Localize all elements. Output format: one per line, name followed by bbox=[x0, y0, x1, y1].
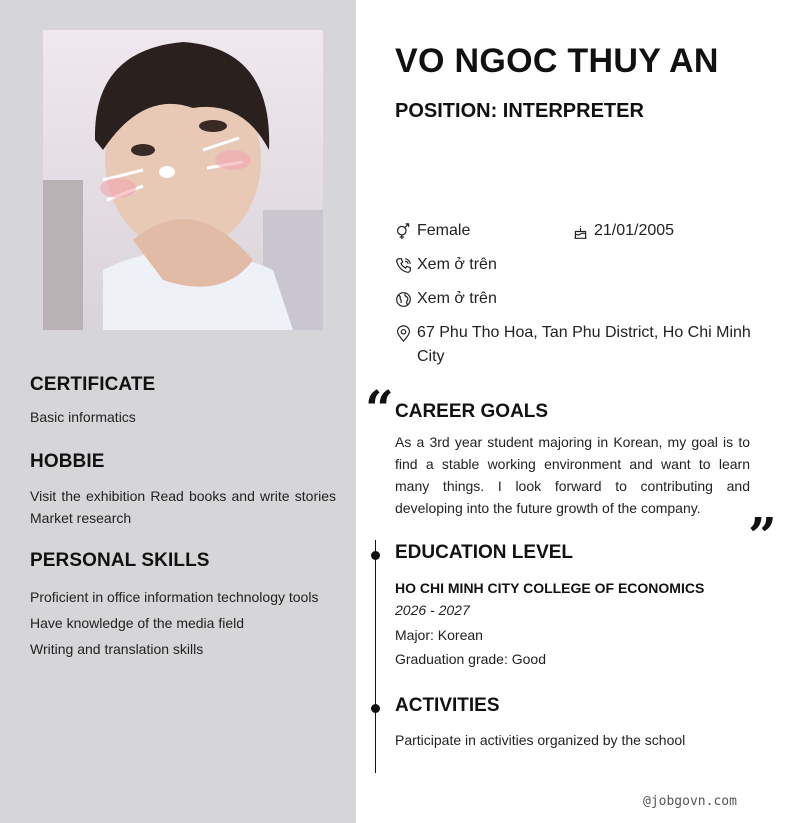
candidate-name: VO NGOC THUY AN bbox=[395, 42, 719, 80]
main-content bbox=[356, 0, 790, 823]
address-row bbox=[395, 321, 755, 369]
phone-row bbox=[395, 253, 497, 277]
career-goals-title: CAREER GOALS bbox=[395, 401, 549, 422]
open-quote-icon: “ bbox=[365, 379, 394, 438]
skill-item: Proficient in office information technology tools bbox=[30, 589, 319, 605]
timeline-line bbox=[375, 540, 376, 773]
education-major: Major: Korean bbox=[395, 627, 483, 643]
skill-item: Have knowledge of the media field bbox=[30, 615, 245, 631]
education-title: EDUCATION LEVEL bbox=[395, 542, 574, 563]
globe-icon bbox=[395, 287, 417, 311]
gender-row bbox=[395, 219, 470, 243]
email-row bbox=[395, 287, 497, 311]
certificate-text: Basic informatics bbox=[30, 409, 136, 425]
personal-skills-title: PERSONAL SKILLS bbox=[30, 550, 210, 571]
skill-item: Writing and translation skills bbox=[30, 641, 204, 657]
birthdate-value: 21/01/2005 bbox=[594, 222, 675, 239]
activities-text: Participate in activities organized by the school bbox=[395, 732, 686, 748]
position-title: POSITION: INTERPRETER bbox=[395, 100, 644, 122]
phone-value: Xem ở trên bbox=[417, 256, 497, 273]
activities-title: ACTIVITIES bbox=[395, 695, 500, 716]
education-school: HO CHI MINH CITY COLLEGE OF ECONOMICS bbox=[395, 580, 705, 596]
portrait-image bbox=[43, 30, 323, 330]
gender-value: Female bbox=[417, 222, 471, 239]
sidebar bbox=[0, 0, 356, 823]
cake-icon bbox=[572, 219, 594, 243]
watermark: @jobgovn.com bbox=[643, 794, 737, 809]
birthdate-row bbox=[572, 219, 674, 243]
hobbie-title: HOBBIE bbox=[30, 451, 105, 472]
hobbie-text: Visit the exhibition Read books and write stories Market research bbox=[30, 488, 336, 526]
career-goals-text: As a 3rd year student majoring in Korean, my goal is to find a stable working environment and want to learn many things. I look forward to contributing and developing into the future growth of the company. bbox=[395, 434, 750, 516]
certificate-title: CERTIFICATE bbox=[30, 374, 156, 395]
timeline-dot bbox=[371, 551, 380, 560]
email-value: Xem ở trên bbox=[417, 290, 497, 307]
gender-icon bbox=[395, 219, 417, 243]
close-quote-icon: ” bbox=[748, 506, 777, 565]
personal-skills-section bbox=[30, 550, 321, 662]
timeline-dot bbox=[371, 704, 380, 713]
education-years: 2026 - 2027 bbox=[395, 602, 470, 618]
location-pin-icon bbox=[395, 321, 417, 345]
hobbie-section bbox=[30, 451, 336, 529]
certificate-section bbox=[30, 374, 336, 426]
education-grade: Graduation grade: Good bbox=[395, 651, 546, 667]
profile-photo bbox=[43, 30, 323, 330]
phone-icon bbox=[395, 253, 417, 277]
address-value: 67 Phu Tho Hoa, Tan Phu District, Ho Chi Minh City bbox=[417, 324, 751, 365]
skills-list bbox=[30, 584, 321, 662]
